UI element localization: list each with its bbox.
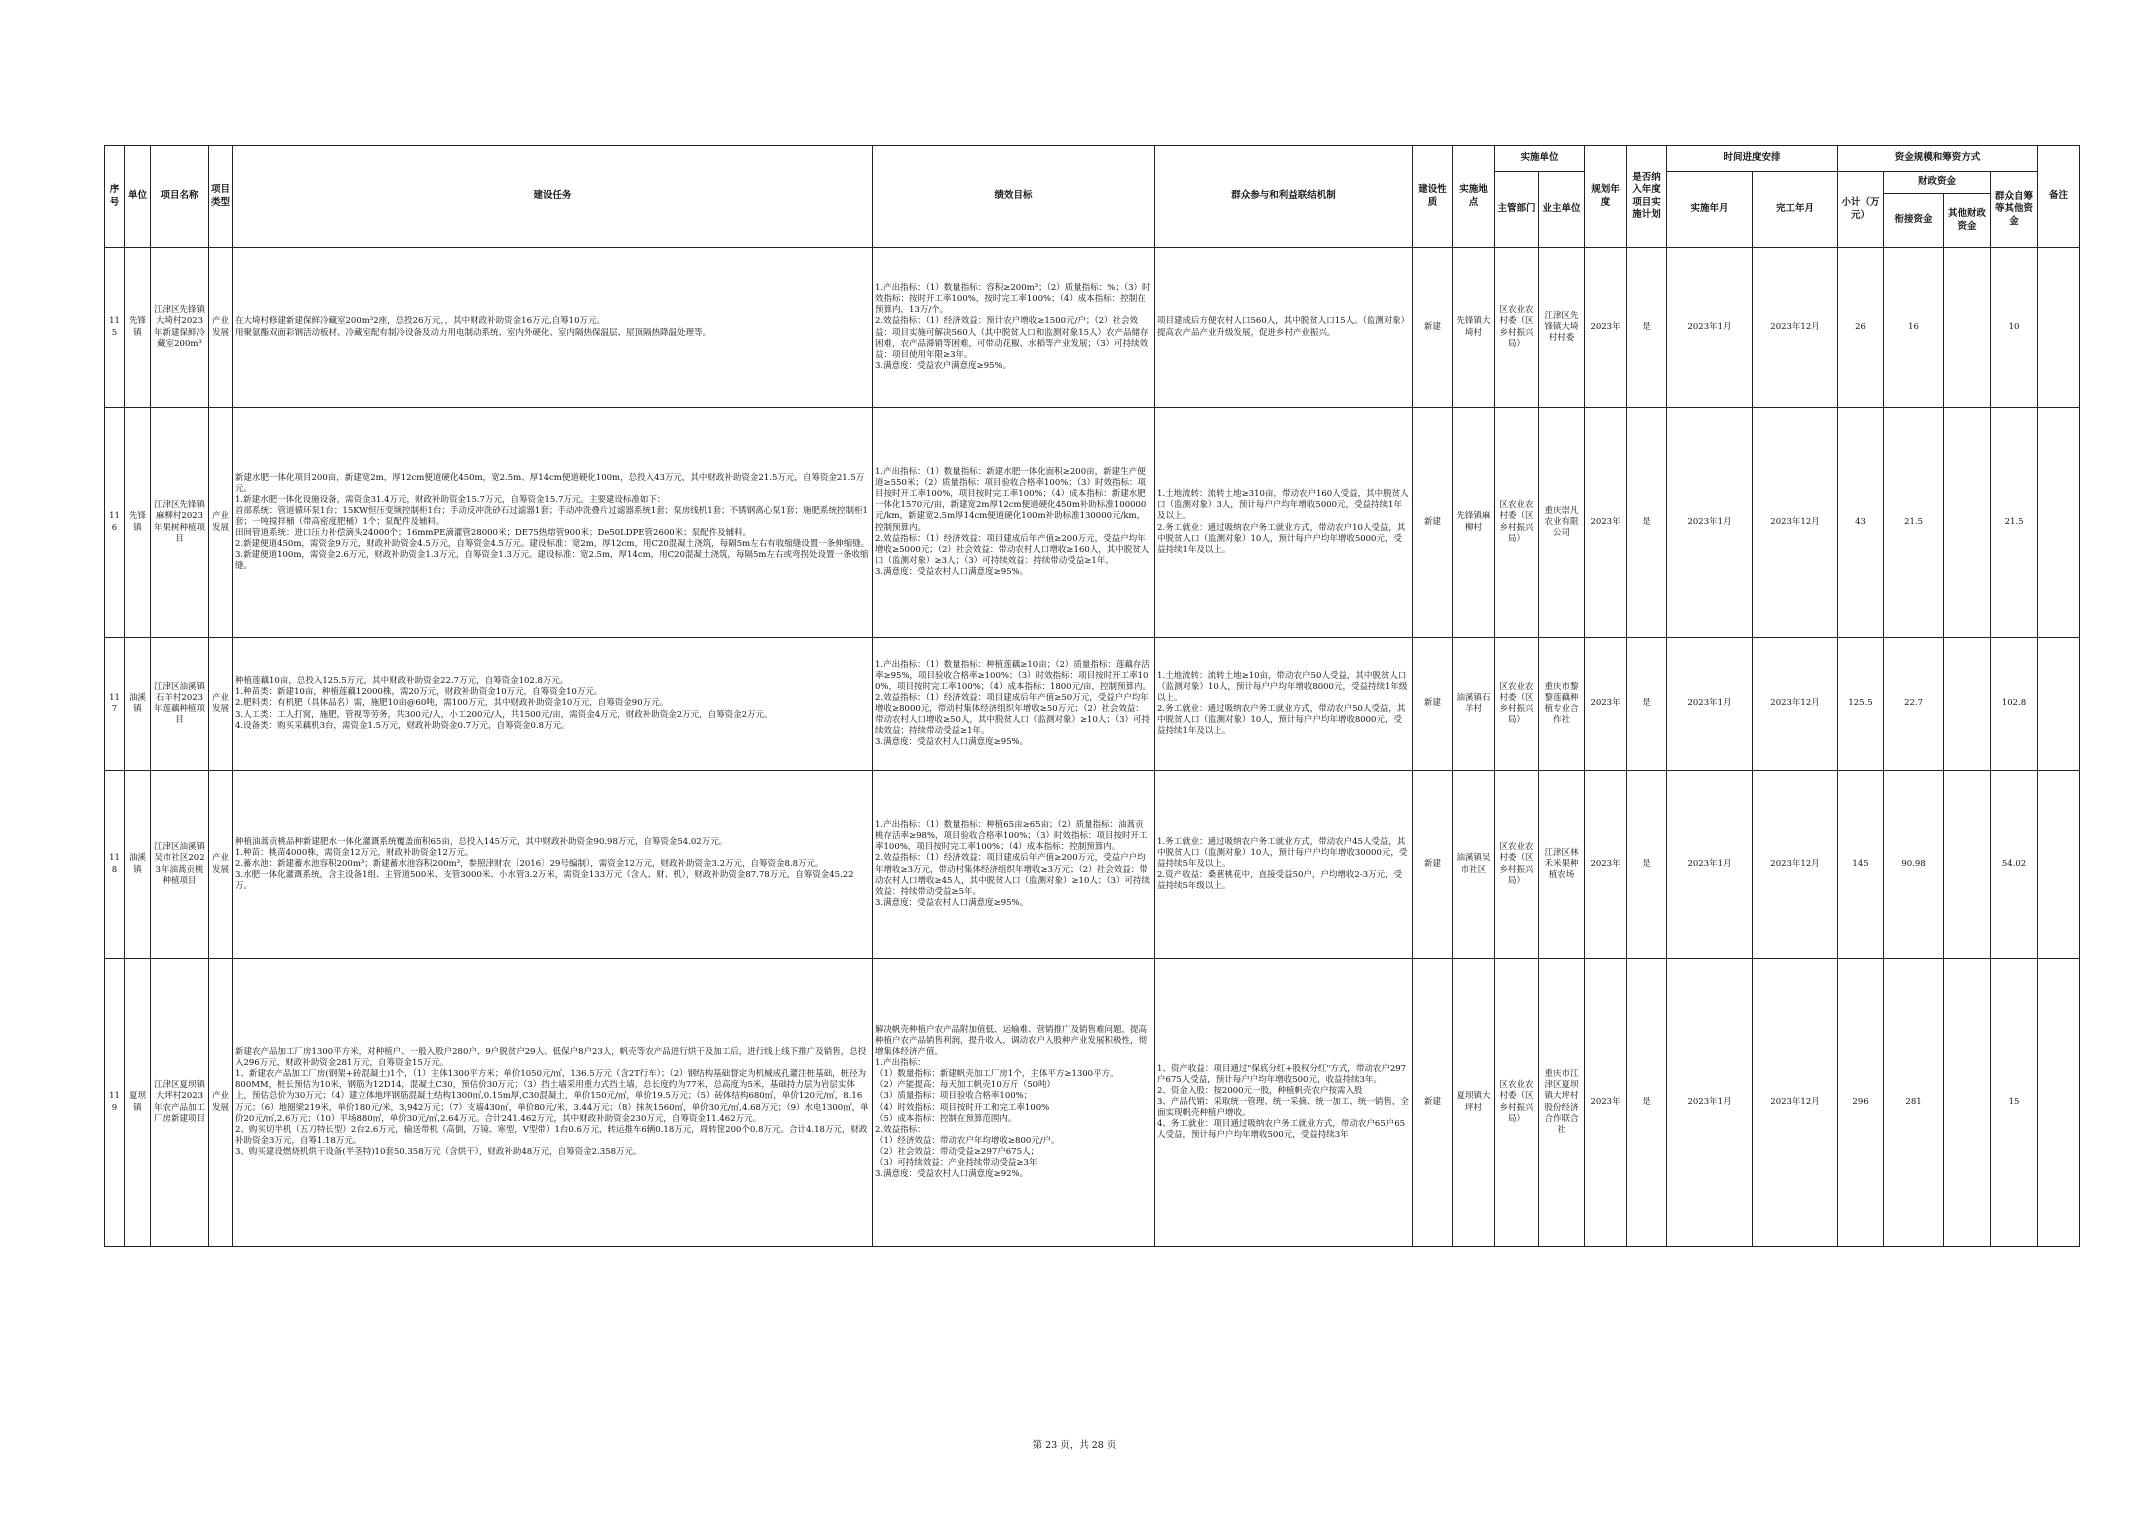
header-remark: 备注 bbox=[2038, 146, 2080, 248]
cell-dept: 区农业农村委（区乡村振兴局） bbox=[1495, 771, 1539, 959]
cell-mechanism bbox=[1155, 248, 1413, 408]
cell-nature: 新建 bbox=[1413, 638, 1453, 771]
mechanism-text: 项目建成后方便农村人口560人，其中脱贫人口15人。（监测对象）提高农产品产业升级发展，促进乡村产业振兴。 bbox=[1157, 316, 1410, 338]
goal-text: 解决帆壳种植户农产品附加值低、运输难、营销推广及销售难问题，提高种植户农产品销售利润，提升收入，调动农户入股种产业发展积极性，彻增集体经济产值。 1.产出指标： （1）数量指标：新建帆壳加工厂房1个，主体平方≥1300平方。 （2）产能提高：每天加工帆壳10万斤（50吨） （3）质量指标：项目验收合格率100%； （4）时效指标：项目按时开工和完工率100% （5）成本指标：控制在预算范围内。 2.效益指标： （1）经济效益：带动农户年均增收≥800元/户。 （2）社会效益：带动受益≥297户675人； （3）可持续效益：产业持续带动受益≥3年 3.满意度：受益农村人口满意度≥92%。 bbox=[875, 1025, 1148, 1179]
cell-unit: 先锋镇 bbox=[125, 408, 151, 638]
table-row bbox=[105, 959, 2080, 1247]
header-other-fiscal: 其他财政资金 bbox=[1944, 194, 1991, 248]
cell-direct: 90.98 bbox=[1884, 771, 1944, 959]
cell-name: 江津区先锋镇大埼村2023年新建保鲜冷藏室200m³ bbox=[151, 248, 209, 408]
header-name: 项目名称 bbox=[151, 146, 209, 248]
cell-direct: 16 bbox=[1884, 248, 1944, 408]
cell-goal bbox=[873, 959, 1155, 1247]
cell-place: 先锋镇麻柳村 bbox=[1453, 408, 1495, 638]
header-owner: 业主单位 bbox=[1539, 172, 1585, 248]
cell-goal bbox=[873, 248, 1155, 408]
cell-owner: 重庆市江津区夏坝镇大坪村股份经济合作联合社 bbox=[1539, 959, 1585, 1247]
task-text: 新建农产品加工厂房1300平方米，对种植户、一般入股户280户、9户脱贫户29人、低保户8户23人，帆壳等农产品进行烘干及加工后，进行线上线下推广及销售，总投入296万元，财政补助资金281万元，自筹资金15万元。 1、新建农产品加工厂房(钢架+砖混凝土)1个，（1）主体1300平方米；单价1050元/㎡，136.5万元（含2T行车）；（2）钢结构基础督定为机械成孔灌注桩基础，桩径为800MM，桩长预估为10米，钢筋为12D14，混凝土C30，预估价30万元；（3）挡土墙采用重力式挡土墙，总长度约为77米，总高度为5米，基础持力层为岩层实体上，预估总价为30万元；（4）建立体地坪钢筋混凝土结构1300㎡,0.15m厚,C30混凝土，单价150元/㎡，单价19.5万元；（5）砖体结构680㎡，单价120元/㎡，8.16万元；（6）地圈梁219米，单价180元/米，3,942万元；（7）支墙430㎡，单价80元/米，3.44万元；（8）抹灰1560㎡，单价30元/㎡,4.68万元；（9）水电1300㎡，单价20元/㎡,2.6万元；（10）平场880㎡，单价30元/㎡,2.64万元。合计241.462万元，其中财政补助资金230万元，自筹资金11.462万元。 2、购买切半机（五刀特长型）2台2.6万元，输送带机（高倒，万镜、寒型，V型带）1台0.6万元，转运推车6辆0.18万元，周转筐200个0.8万元。合计4.18万元，财政补助资金3万元，自筹1.18万元。 3、购买建设燃烧机烘干设备(半茎特)10套50.358万元（含烘干），财政补助48万元，自筹资金2.358万元。 bbox=[235, 1047, 869, 1157]
header-dept: 主管部门 bbox=[1495, 172, 1539, 248]
cell-type: 产业发展 bbox=[209, 959, 233, 1247]
cell-included: 是 bbox=[1627, 959, 1667, 1247]
cell-end: 2023年12月 bbox=[1753, 771, 1838, 959]
cell-self-funds: 21.5 bbox=[1991, 408, 2038, 638]
cell-type: 产业发展 bbox=[209, 638, 233, 771]
goal-text: 1.产出指标：（1）数量指标：新建水肥一体化面积≥200亩，新建生产便道≥550米；（2）质量指标：项目验收合格率100%；（3）时效指标：项目按时开工率100%，项目按时完工率100%；（4）成本指标：新建水肥一体化1570元/亩，新建宽2m厚12cm便道硬化450m补助标准100000元/km，新建宽2.5m厚14cm便道硬化100m补助标准130000元/km，控制预算内。 2.效益指标：（1）经济效益：项目建成后年产值≥200万元，受益户均年增收≥5000元；（2）社会效益：带动农村人口增收≥160人，其中脱贫人口（监测对象）≥3人；（3）可持续效益：持续带动受益≥1年。 3.满意度：受益农村人口满意度≥95%。 bbox=[875, 467, 1150, 577]
header-direct: 衔接资金 bbox=[1884, 194, 1944, 248]
mechanism-text: 1.土地流转：流转土地≥10亩，带动农户50人受益，其中脱贫人口（监测对象）10人，预计每户户均年增收8000元，受益持续1年级以上。 2.务工就业：通过吸纳农户务工就业方式，带动农户50人受益，其中脱贫人口（监测对象）10人，预计每户户均年增收8000元，受益持续1年及以上。 bbox=[1157, 670, 1408, 737]
cell-nature: 新建 bbox=[1413, 408, 1453, 638]
cell-included: 是 bbox=[1627, 638, 1667, 771]
goal-text: 1.产出指标：（1）数量指标：种植65亩≥65亩；（2）质量指标：油蒿贡桃存活率≥98%，项目验收合格率100%；（3）时效指标：项目按时开工率100%，项目按时完工率100%；（4）成本指标：控制预算内。 2.效益指标：（1）经济效益：项目建成后年产值≥200万元，受益户户均年增收≥3万元，带动村集体经济组织年增收≥3万元；（2）社会效益：带动农村人口增收≥45人，其中脱贫人口（监测对象）≥10人；（3）可持续效益：持续带动受益≥5年。 3.满意度：受益农村人口满意度≥95%。 bbox=[875, 820, 1151, 908]
cell-remark bbox=[2038, 959, 2080, 1247]
cell-included: 是 bbox=[1627, 771, 1667, 959]
header-nature: 建设性质 bbox=[1413, 146, 1453, 248]
cell-other-fiscal bbox=[1944, 638, 1991, 771]
cell-seq: 116 bbox=[105, 408, 125, 638]
header-impl-unit: 实施单位 bbox=[1495, 146, 1585, 172]
cell-year: 2023年 bbox=[1585, 638, 1627, 771]
cell-other-fiscal bbox=[1944, 771, 1991, 959]
cell-task bbox=[233, 408, 873, 638]
header-goal: 绩效目标 bbox=[873, 146, 1155, 248]
cell-direct: 281 bbox=[1884, 959, 1944, 1247]
cell-place: 先锋镇大埼村 bbox=[1453, 248, 1495, 408]
cell-self-funds: 15 bbox=[1991, 959, 2038, 1247]
cell-nature: 新建 bbox=[1413, 771, 1453, 959]
cell-remark bbox=[2038, 248, 2080, 408]
header-start: 实施年月 bbox=[1667, 172, 1753, 248]
header-type: 项目类型 bbox=[209, 146, 233, 248]
cell-mechanism bbox=[1155, 638, 1413, 771]
cell-start: 2023年1月 bbox=[1667, 248, 1753, 408]
cell-goal bbox=[873, 771, 1155, 959]
header-subtotal: 小计（万元） bbox=[1838, 172, 1884, 248]
cell-place: 油溪镇石羊村 bbox=[1453, 638, 1495, 771]
cell-remark bbox=[2038, 771, 2080, 959]
cell-mechanism bbox=[1155, 771, 1413, 959]
cell-unit: 油溪镇 bbox=[125, 638, 151, 771]
goal-text: 1.产出指标：（1）数量指标：种植莲藕≥10亩；（2）质量指标：莲藕存活率≥95%，项目验收合格率≥100%；（3）时效指标：项目按时开工率100%，项目按时完工率100%；（4）成本指标：1800元/亩，控制预算内。 2.效益指标：（1）经济效益：项目建成后年产值≥50万元，受益户户均年增收≥8000元，带动村集体经济组织年增收≥50万元；（2）社会效益：带动农村人口增收≥50人，其中脱贫人口（监测对象）≥10人；（3）可持续效益：持续带动受益≥1年。 3.满意度：受益农村人口满意度≥95%。 bbox=[875, 659, 1151, 748]
cell-dept: 区农业农村委（区乡村振兴局） bbox=[1495, 248, 1539, 408]
cell-type: 产业发展 bbox=[209, 771, 233, 959]
cell-year: 2023年 bbox=[1585, 771, 1627, 959]
cell-subtotal: 43 bbox=[1838, 408, 1884, 638]
cell-subtotal: 26 bbox=[1838, 248, 1884, 408]
header-schedule: 时间进度安排 bbox=[1667, 146, 1838, 172]
task-text: 在大埼村修建新建保鲜冷藏室200m³2座，总投26万元，，其中财政补助资金16万元,自筹10万元。 用聚氨酯双面彩钢活动板材、冷藏室配有制冷设备及动力用电制动系统、室内外硬化、室内隔热保温层、屋顶隔热降温处理等。 bbox=[235, 316, 712, 338]
cell-subtotal: 296 bbox=[1838, 959, 1884, 1247]
cell-start: 2023年1月 bbox=[1667, 408, 1753, 638]
project-table bbox=[104, 145, 2080, 1247]
cell-included: 是 bbox=[1627, 408, 1667, 638]
goal-text: 1.产出指标：（1）数量指标：容积≥200m³；（2）质量指标：%；（3）时效指标：按时开工率100%，按时完工率100%；（4）成本指标：控制在预算内，13万/个。 2.效益指标：（1）经济效益：预计农户增收≥1500元/户；（2）社会效益：项目实施可解决560人（其中脱贫人口和监测对象15人）农产品储存困难，农产品滞销等困难，可带动花椒、水稻等产业发展；（3）可持续效益：项目使用年限≥3年。 3.满意度：受益农户满意度≥95%。 bbox=[875, 283, 1151, 371]
cell-owner: 重庆市黎黎莲藕种植专业合作社 bbox=[1539, 638, 1585, 771]
page-number: 第 23 页，共 28 页 bbox=[1032, 1440, 1117, 1451]
header-task: 建设任务 bbox=[233, 146, 873, 248]
cell-name: 江津区油溪镇吴市社区2023年油蒿贡桃种植项目 bbox=[151, 771, 209, 959]
cell-type: 产业发展 bbox=[209, 248, 233, 408]
cell-name: 江津区夏坝镇大坪村2023年农产品加工厂房新建项目 bbox=[151, 959, 209, 1247]
cell-goal bbox=[873, 638, 1155, 771]
cell-year: 2023年 bbox=[1585, 959, 1627, 1247]
cell-name: 江津区油溪镇石羊村2023年莲藕种植项目 bbox=[151, 638, 209, 771]
cell-year: 2023年 bbox=[1585, 248, 1627, 408]
cell-nature: 新建 bbox=[1413, 959, 1453, 1247]
cell-start: 2023年1月 bbox=[1667, 959, 1753, 1247]
table-row bbox=[105, 771, 2080, 959]
cell-included: 是 bbox=[1627, 248, 1667, 408]
cell-mechanism bbox=[1155, 408, 1413, 638]
cell-end: 2023年12月 bbox=[1753, 959, 1838, 1247]
cell-year: 2023年 bbox=[1585, 408, 1627, 638]
header-end: 完工年月 bbox=[1753, 172, 1838, 248]
cell-self-funds: 102.8 bbox=[1991, 638, 2038, 771]
cell-nature: 新建 bbox=[1413, 248, 1453, 408]
cell-seq: 117 bbox=[105, 638, 125, 771]
mechanism-text: 1、资产收益：项目通过"保底分红+股权分红"方式，带动农户297户675人受益，预计每户户均年增收500元，收益持续3年。 2、资金入股：按2000元一股，种植帆壳农户按需入股 3、产品代销：采取统一管理、统一采摘、统一加工、统一销售，全面实现帆壳种植户增收。 4、务工就业：项目通过吸纳农户务工就业方式，带动农户65户65人受益，预计每户户均年增收500元，受益持续3年 bbox=[1157, 1063, 1409, 1141]
cell-seq: 119 bbox=[105, 959, 125, 1247]
cell-subtotal: 145 bbox=[1838, 771, 1884, 959]
cell-task bbox=[233, 771, 873, 959]
header-self-funds: 群众自筹等其他资金 bbox=[1991, 172, 2038, 248]
cell-other-fiscal bbox=[1944, 959, 1991, 1247]
cell-unit: 夏坝镇 bbox=[125, 959, 151, 1247]
table-row bbox=[105, 638, 2080, 771]
cell-place: 夏坝镇大坪村 bbox=[1453, 959, 1495, 1247]
cell-direct: 22.7 bbox=[1884, 638, 1944, 771]
cell-task bbox=[233, 959, 873, 1247]
cell-seq: 118 bbox=[105, 771, 125, 959]
header-place: 实施地点 bbox=[1453, 146, 1495, 248]
cell-goal bbox=[873, 408, 1155, 638]
cell-self-funds: 10 bbox=[1991, 248, 2038, 408]
table-row bbox=[105, 248, 2080, 408]
cell-dept: 区农业农村委（区乡村振兴局） bbox=[1495, 638, 1539, 771]
header-fiscal: 财政资金 bbox=[1884, 172, 1991, 194]
task-text: 新建水肥一体化项目200亩，新建宽2m，厚12cm便道硬化450m，宽2.5m、厚14cm便道硬化100m，总投入43万元，其中财政补助资金21.5万元，自筹资金21.5万元。 1.新建水肥一体化设施设备，需资金31.4万元，财政补助资金15.7万元，自筹资金15.7万元。主要建设标准如下： 首部系统：管道循环泵1台；15KW恒压变频控制柜1台；手动反冲洗砂石过滤器1套；手动冲洗叠片过滤器系统1套；泵房线机1套；不锈钢离心泵1套；施肥系统控制柜1套；一吨搅拌桶（带高密度肥桶）1个；泵配件及辅料。 田间管道系统：进口压力补偿滴头24000个；16mmPE滴灌管28000米；DE75热熔管900米；De50LDPE管2600米；泵配件及辅料。 2.新建便道450m，需资金9万元，财政补助资金4.5万元，自筹资金4.5万元。建设标准：宽2m，厚12cm，用C20混凝土浇筑，每隔5m左右有收缩缝设置一条伸缩缝。 3.新建便道100m，需资金2.6万元，财政补助资金1.3万元，自筹资金1.3万元。建设标准：宽2.5m，厚14cm，用C20混凝土浇筑，每隔5m左右或弯拐处设置一条收缩缝。 bbox=[235, 472, 870, 572]
task-text: 种植莲藕10亩，总投入125.5万元，其中财政补助资金22.7万元，自筹资金102.8万元。 1.种苗类：新建10亩，种植莲藕12000株，需20万元，财政补助资金10万元，自筹资金10万元。 2.肥料类：有机肥（具体品名）需，施肥10亩@60吨，需100万元，其中财政补助资金10万元，自筹资金90万元。 3.人工类：工人打窝，施肥，管视等劳务，共300元/人，小工200元/人，共1500元/亩，需资金4万元，财政补助资金2万元，自筹资金2万元。 4.设备类：购买采藕机3台，需资金1.5万元，财政补助资金0.7万元，自筹资金0.8万元。 bbox=[235, 676, 773, 731]
cell-unit: 先锋镇 bbox=[125, 248, 151, 408]
cell-owner: 重庆崇凡农业有限公司 bbox=[1539, 408, 1585, 638]
cell-dept: 区农业农村委（区乡村振兴局） bbox=[1495, 408, 1539, 638]
task-text: 种植油蒿贡桃品种新建肥水一体化灌溉系统覆盖面积65亩，总投入145万元，其中财政补助资金90.98万元，自筹资金54.02万元。 1.种苗：桃苗4000株，需资金12万元，财政补助资金12万元。 2.蓄水池：新建蓄水池容积200m³；新建蓄水池容积200m³，参照津财农〔2016〕29号编制），需资金12万元，财政补助资金3.2万元，自筹资金8.8万元。 3.水肥一体化灌溉系统，含主设备1组、主管道500米、支管3000米、小水管3.2万米，需资金133万元（含人、财、机），财政补助资金87.78万元，自筹资金45.22万。 bbox=[235, 836, 854, 892]
header-included: 是否纳入年度项目实施计划 bbox=[1627, 146, 1667, 248]
cell-end: 2023年12月 bbox=[1753, 408, 1838, 638]
mechanism-text: 1.土地流转：流转土地≥310亩，带动农户160人受益，其中脱贫人口（监测对象）3人，预计每户户均年增收5000元，受益持续1年及以上。 2.务工就业：通过吸纳农户务工就业方式，带动农户10人受益，其中脱贫人口（监测对象）10人，预计每户户均年增收5000元，受益持续1年及以上。 bbox=[1157, 489, 1409, 555]
cell-start: 2023年1月 bbox=[1667, 771, 1753, 959]
cell-start: 2023年1月 bbox=[1667, 638, 1753, 771]
header-year: 规划年度 bbox=[1585, 146, 1627, 248]
header-funds: 资金规模和筹资方式 bbox=[1838, 146, 2038, 172]
cell-mechanism bbox=[1155, 959, 1413, 1247]
cell-task bbox=[233, 638, 873, 771]
cell-dept: 区农业农村委（区乡村振兴局） bbox=[1495, 959, 1539, 1247]
mechanism-text: 1.务工就业：通过吸纳农户务工就业方式，带动农户45人受益，其中脱贫人口（监测对象）10人，预计每户户均年增收30000元，受益持续5年及以上。 2.资产收益：桑葚桃花中，直接受益50户，户均增收2-3万元，受益持续5年级以上。 bbox=[1157, 836, 1408, 892]
cell-other-fiscal bbox=[1944, 248, 1991, 408]
header-seq: 序号 bbox=[105, 146, 125, 248]
cell-end: 2023年12月 bbox=[1753, 638, 1838, 771]
cell-type: 产业发展 bbox=[209, 408, 233, 638]
cell-other-fiscal bbox=[1944, 408, 1991, 638]
cell-direct: 21.5 bbox=[1884, 408, 1944, 638]
cell-place: 油溪镇吴市社区 bbox=[1453, 771, 1495, 959]
header-unit: 单位 bbox=[125, 146, 151, 248]
cell-unit: 油溪镇 bbox=[125, 771, 151, 959]
cell-remark bbox=[2038, 638, 2080, 771]
cell-remark bbox=[2038, 408, 2080, 638]
cell-subtotal: 125.5 bbox=[1838, 638, 1884, 771]
cell-seq: 115 bbox=[105, 248, 125, 408]
cell-end: 2023年12月 bbox=[1753, 248, 1838, 408]
header-mechanism: 群众参与和利益联结机制 bbox=[1155, 146, 1413, 248]
cell-task bbox=[233, 248, 873, 408]
cell-name: 江津区先锋镇麻柳村2023年果树种植项目 bbox=[151, 408, 209, 638]
cell-self-funds: 54.02 bbox=[1991, 771, 2038, 959]
table-row bbox=[105, 408, 2080, 638]
cell-owner: 江津区林禾米果种植农场 bbox=[1539, 771, 1585, 959]
cell-owner: 江津区先锋镇大埼村村委 bbox=[1539, 248, 1585, 408]
